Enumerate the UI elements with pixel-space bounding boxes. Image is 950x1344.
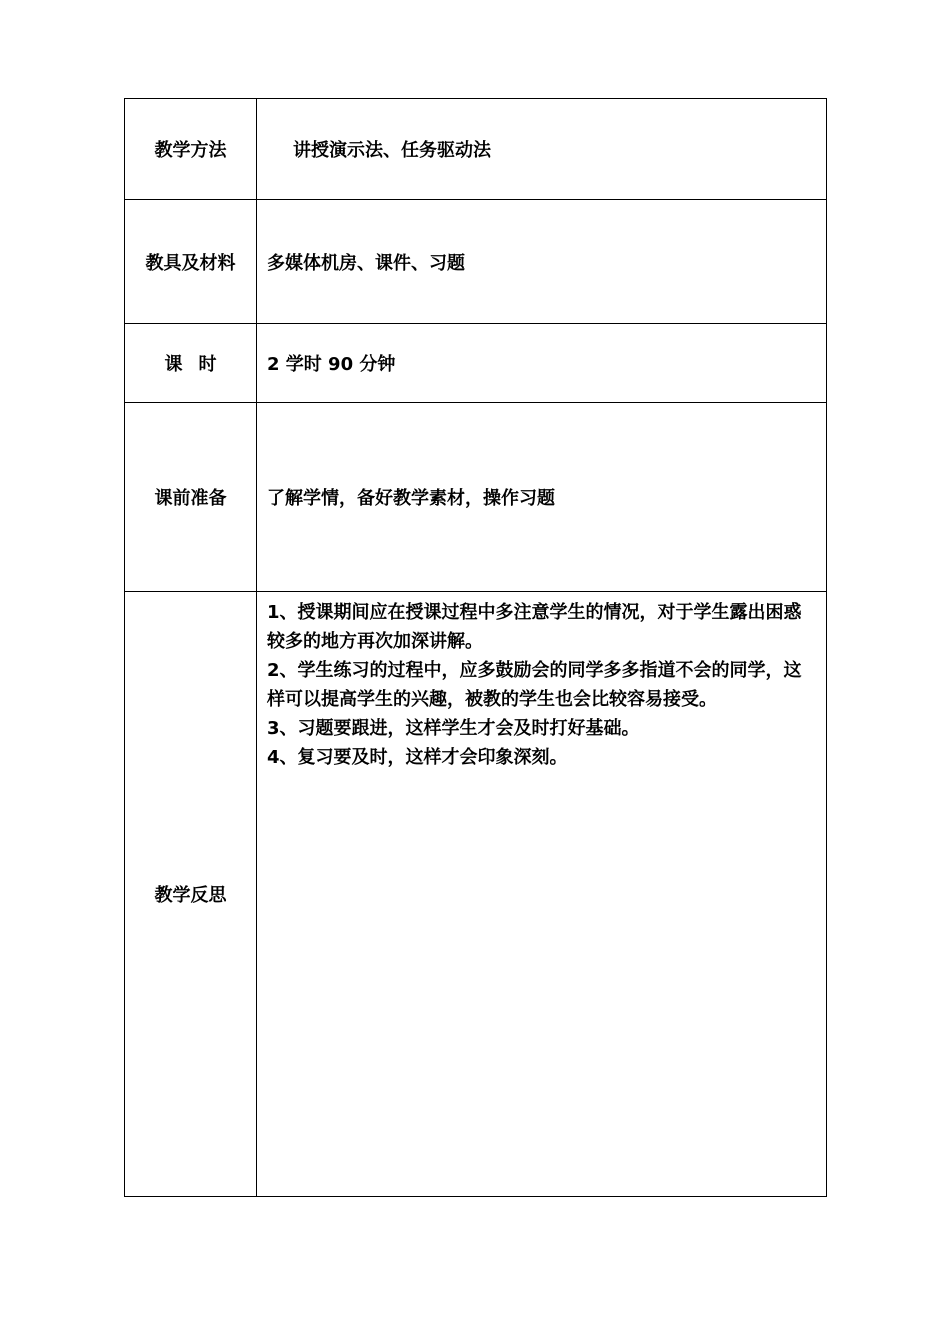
teaching-tools-row <box>125 200 827 324</box>
class-hours-row <box>125 324 827 403</box>
reflection-row <box>125 592 827 1197</box>
reflection-item: 4、复习要及时，这样才会印象深刻。 <box>267 747 568 768</box>
reflection-label: 教学反思 <box>125 592 257 1197</box>
preparation-row <box>125 403 827 592</box>
class-hours-value: 2 学时 90 分钟 <box>257 324 827 403</box>
reflection-item: 3、习题要跟进，这样学生才会及时打好基础。 <box>267 718 640 739</box>
preparation-label: 课前准备 <box>125 403 257 592</box>
teaching-method-label: 教学方法 <box>125 99 257 200</box>
reflection-content <box>257 592 827 1197</box>
teaching-method-row <box>125 99 827 200</box>
reflection-item: 1、授课期间应在授课过程中多注意学生的情况，对于学生露出困惑较多的地方再次加深讲解。 <box>267 602 802 652</box>
teaching-tools-label: 教具及材料 <box>125 200 257 324</box>
class-hours-label-part1: 课 <box>164 354 183 375</box>
teaching-method-value: 讲授演示法、任务驱动法 <box>257 99 827 200</box>
lesson-plan-table <box>124 98 827 1197</box>
reflection-item: 2、学生练习的过程中，应多鼓励会的同学多多指道不会的同学，这样可以提高学生的兴趣，被教的学生也会比较容易接受。 <box>267 660 802 710</box>
teaching-tools-value: 多媒体机房、课件、习题 <box>257 200 827 324</box>
class-hours-label-part2: 时 <box>198 354 217 375</box>
preparation-value: 了解学情，备好教学素材，操作习题 <box>257 403 827 592</box>
class-hours-label <box>125 324 257 403</box>
